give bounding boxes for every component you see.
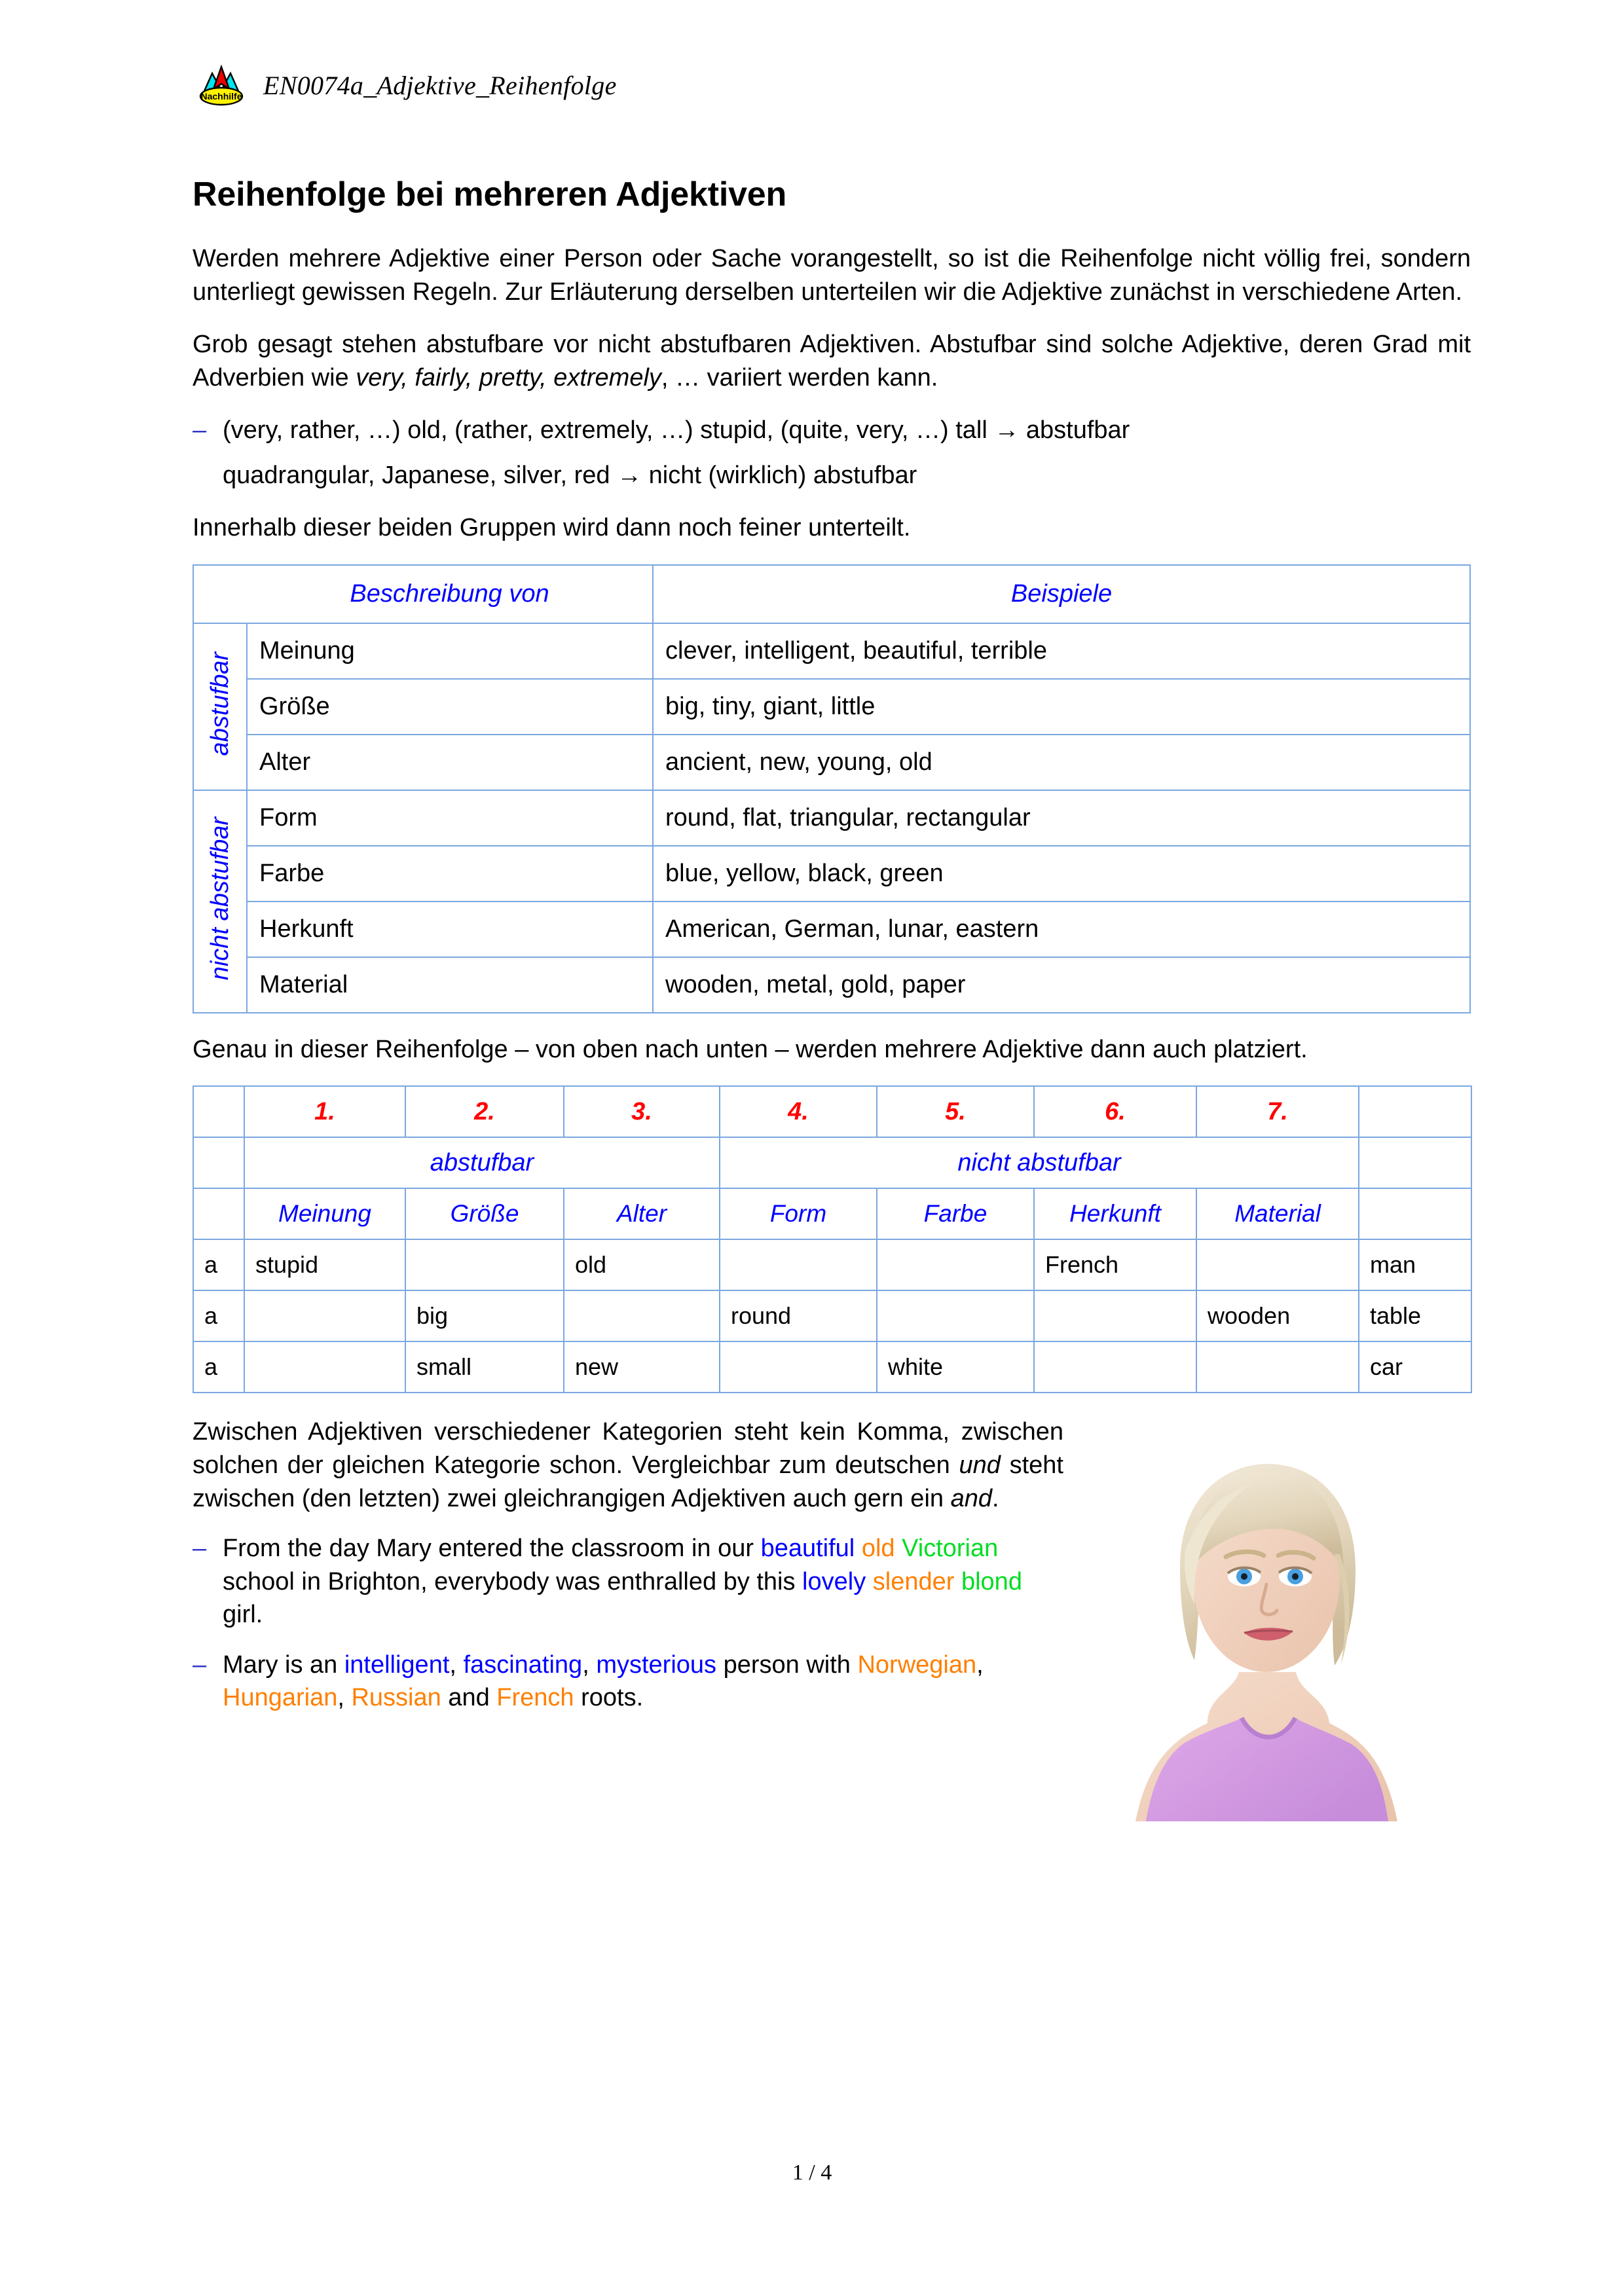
example-word-green: blond (961, 1567, 1022, 1595)
group-label-nongradable-text: nicht abstufbar (206, 816, 234, 981)
category-name: Form (247, 790, 653, 846)
order-number: 3. (564, 1086, 720, 1137)
intro-paragraph: Werden mehrere Adjektive einer Person oder Sache vorangestellt, so ist die Reihenfolge nicht völlig frei, sondern unterliegt gewissen Regeln. Zur Erläuterung derselben unterteilen wir die Adjektive zunächst in verschiedene Arten. (193, 245, 1471, 306)
value-farbe (877, 1239, 1034, 1290)
comma-paragraph (193, 1415, 1063, 1515)
dash-bullet-icon: – (193, 416, 207, 445)
value-meinung: stupid (244, 1239, 405, 1290)
value-form (720, 1341, 877, 1393)
category-examples: big, tiny, giant, little (653, 679, 1470, 735)
table-row (193, 1290, 1471, 1341)
group-label-gradable-text: abstufbar (206, 651, 234, 756)
header-description: Beschreibung von (247, 565, 653, 623)
bottom-text-column (193, 1415, 1063, 1825)
category-examples: ancient, new, young, old (653, 735, 1470, 790)
cell-empty (1359, 1137, 1471, 1188)
order-table (193, 1085, 1472, 1393)
order-note: Genau in dieser Reihenfolge – von oben nach unten – werden mehrere Adjektive dann auch platziert. (193, 1035, 1308, 1063)
value-material: wooden (1196, 1290, 1359, 1341)
comma-paragraph-part3: . (991, 1484, 999, 1512)
gradable-adverb-examples: very, fairly, pretty, extremely (356, 363, 661, 392)
category-header: Meinung (244, 1188, 405, 1239)
table-row-categories (193, 1188, 1471, 1239)
gradable-paragraph (193, 328, 1471, 394)
category-examples: clever, intelligent, beautiful, terrible (653, 623, 1470, 679)
value-herkunft (1034, 1341, 1196, 1393)
category-header: Größe (405, 1188, 564, 1239)
value-noun: table (1359, 1290, 1471, 1341)
cell-empty (1359, 1086, 1471, 1137)
value-groesse: small (405, 1341, 564, 1393)
example-word-green: Victorian (902, 1535, 999, 1563)
example-word-black: , (582, 1650, 597, 1679)
group-gradable: abstufbar (244, 1137, 720, 1188)
table-row (193, 679, 1470, 735)
example-word-black (855, 1535, 862, 1562)
value-alter: old (564, 1239, 720, 1290)
table-row-numbers (193, 1086, 1471, 1137)
category-header: Alter (564, 1188, 720, 1239)
example-word-blue: beautiful (760, 1535, 855, 1563)
example-word-orange: Hungarian (223, 1684, 338, 1712)
value-meinung (244, 1290, 405, 1341)
table-row (193, 846, 1470, 902)
table-row (193, 902, 1470, 957)
colored-example-sentence-2 (223, 1649, 1063, 1715)
table-row (193, 735, 1470, 790)
table-row (193, 1239, 1471, 1290)
category-examples: American, German, lunar, eastern (653, 902, 1470, 957)
category-examples: wooden, metal, gold, paper (653, 957, 1470, 1013)
order-number: 7. (1196, 1086, 1359, 1137)
value-alter (564, 1290, 720, 1341)
portrait-illustration (1070, 1415, 1463, 1825)
example-word-orange: Norwegian (857, 1650, 977, 1679)
example-word-black: From the day Mary entered the classroom in our (223, 1535, 761, 1563)
subdivision-note: Innerhalb dieser beiden Gruppen wird dann noch feiner unterteilt. (193, 514, 911, 542)
group-label-nongradable (193, 790, 247, 1013)
example-word-orange: Russian (351, 1684, 441, 1712)
bullet-gradable-text: (very, rather, …) old, (rather, extremely, …) stupid, (quite, very, …) tall → abstufbar (223, 416, 1130, 445)
page-footer: 1 / 4 (792, 2160, 832, 2185)
bottom-section (193, 1415, 1471, 1825)
value-form: round (720, 1290, 877, 1341)
example-word-black: , (976, 1650, 984, 1679)
value-groesse: big (405, 1290, 564, 1341)
list-item-example-2 (193, 1649, 1063, 1715)
example-word-black (866, 1568, 873, 1595)
value-noun: car (1359, 1341, 1471, 1393)
list-item-gradable (193, 414, 1471, 447)
example-word-black: Mary is an (223, 1650, 344, 1679)
cell-empty (193, 1137, 244, 1188)
example-word-black: person with (716, 1650, 858, 1679)
table-row (193, 1341, 1471, 1393)
cell-empty (193, 1188, 244, 1239)
document-header (196, 64, 617, 106)
category-name: Alter (247, 735, 653, 790)
header-examples: Beispiele (653, 565, 1470, 623)
example-word-black: school in Brighton, everybody was enthralled by this (223, 1567, 803, 1595)
article: a (193, 1290, 244, 1341)
example-word-blue: fascinating (463, 1650, 583, 1679)
table-row (193, 790, 1470, 846)
example-word-black: , (449, 1650, 464, 1679)
logo-label: Nachhilfe (200, 91, 242, 101)
colored-example-sentence-1 (223, 1532, 1063, 1631)
group-label-gradable (193, 623, 247, 790)
page-title: Reihenfolge bei mehreren Adjektiven (193, 175, 787, 213)
value-herkunft: French (1034, 1239, 1196, 1290)
category-examples: blue, yellow, black, green (653, 846, 1470, 902)
table-row-header (193, 565, 1470, 623)
table-row (193, 623, 1470, 679)
group-nongradable: nicht abstufbar (720, 1137, 1359, 1188)
category-header: Farbe (877, 1188, 1034, 1239)
category-header: Form (720, 1188, 877, 1239)
nachhilfe-logo-icon (196, 64, 246, 106)
example-word-blue: intelligent (344, 1650, 450, 1679)
categories-table (193, 564, 1471, 1013)
english-and: and (950, 1484, 992, 1512)
value-alter: new (564, 1341, 720, 1393)
category-header: Material (1196, 1188, 1359, 1239)
document-header-title: EN0074a_Adjektive_Reihenfolge (263, 70, 617, 100)
example-word-black: and (441, 1684, 497, 1712)
example-word-black (954, 1568, 961, 1595)
example-word-orange: French (496, 1684, 574, 1712)
cell-empty-corner (193, 565, 247, 623)
document-content (193, 175, 1471, 1825)
order-number: 1. (244, 1086, 405, 1137)
order-number: 4. (720, 1086, 877, 1137)
example-word-black: roots. (574, 1684, 644, 1712)
comma-paragraph-part1: Zwischen Adjektiven verschiedener Kategorien steht kein Komma, zwischen solchen der gleichen Kategorie schon. Vergleichbar zum deutschen (193, 1418, 1063, 1480)
example-word-orange: slender (872, 1567, 955, 1595)
category-name: Meinung (247, 623, 653, 679)
german-und: und (959, 1451, 1001, 1480)
value-material (1196, 1239, 1359, 1290)
dash-bullet-icon: – (193, 1650, 207, 1679)
example-word-black: girl. (223, 1601, 263, 1629)
category-name: Herkunft (247, 902, 653, 957)
value-farbe: white (877, 1341, 1034, 1393)
example-word-black (895, 1535, 902, 1562)
cell-empty (1359, 1188, 1471, 1239)
list-item-example-1 (193, 1532, 1063, 1631)
dash-bullet-icon: – (193, 1535, 207, 1563)
category-name: Material (247, 957, 653, 1013)
article: a (193, 1239, 244, 1290)
example-word-orange: old (861, 1535, 895, 1563)
gradable-paragraph-part1: Grob gesagt stehen abstufbare vor nicht abstufbaren Adjektiven. Abstufbar sind solche Adjektive, deren Grad mit Adverbien wie (193, 331, 1471, 392)
value-noun: man (1359, 1239, 1471, 1290)
comma-paragraph-part2: steht zwischen (den letzten) zwei gleichrangigen Adjektiven auch gern ein (193, 1451, 1063, 1512)
gradable-paragraph-part2: , … variiert werden kann. (661, 363, 938, 392)
blond-girl-portrait-image (1070, 1415, 1463, 1821)
cell-empty (193, 1086, 244, 1137)
article: a (193, 1341, 244, 1393)
bullet-nongradable-text: quadrangular, Japanese, silver, red → nicht (wirklich) abstufbar (223, 461, 917, 489)
category-name: Größe (247, 679, 653, 735)
table-row-groups (193, 1137, 1471, 1188)
value-meinung (244, 1341, 405, 1393)
category-name: Farbe (247, 846, 653, 902)
table-row (193, 957, 1470, 1013)
order-number: 2. (405, 1086, 564, 1137)
example-word-blue: lovely (802, 1567, 866, 1595)
value-farbe (877, 1290, 1034, 1341)
category-header: Herkunft (1034, 1188, 1196, 1239)
value-form (720, 1239, 877, 1290)
order-number: 5. (877, 1086, 1034, 1137)
example-word-black: , (337, 1684, 352, 1712)
order-number: 6. (1034, 1086, 1196, 1137)
value-groesse (405, 1239, 564, 1290)
value-herkunft (1034, 1290, 1196, 1341)
value-material (1196, 1341, 1359, 1393)
example-word-blue: mysterious (596, 1650, 717, 1679)
category-examples: round, flat, triangular, rectangular (653, 790, 1470, 846)
